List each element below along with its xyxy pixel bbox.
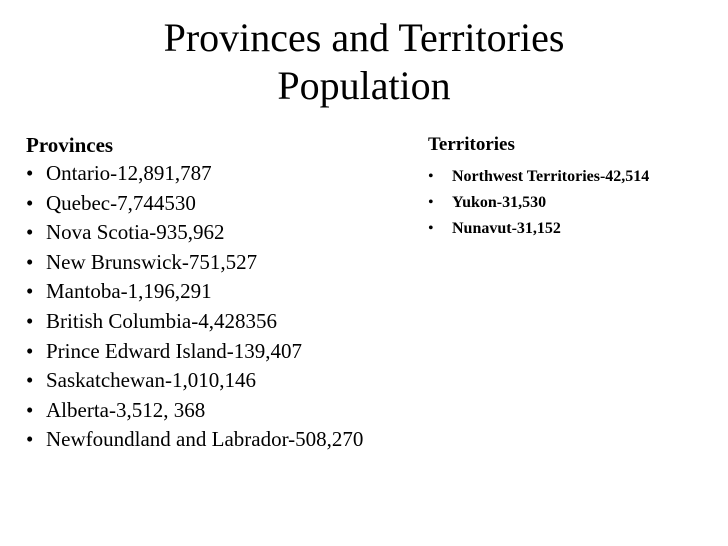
territories-list — [428, 167, 708, 239]
territories-column — [428, 131, 708, 245]
bullet-icon: • — [428, 194, 434, 211]
title-line-1: Provinces and Territories — [163, 15, 565, 60]
list-item — [26, 218, 426, 248]
bullet-icon: • — [26, 279, 34, 304]
territory-entry: Yukon-31,530 — [452, 194, 547, 211]
province-entry: Saskatchewan-1,010,146 — [46, 368, 256, 393]
province-entry: British Columbia-4,428356 — [46, 308, 277, 333]
provinces-heading: Provinces — [26, 133, 114, 157]
province-entry: Newfoundland and Labrador-508,270 — [46, 427, 364, 452]
province-entry: Ontario-12,891,787 — [46, 161, 212, 185]
list-item — [428, 219, 708, 239]
province-entry: Nova Scotia-935,962 — [46, 220, 225, 245]
bullet-icon: • — [26, 161, 34, 185]
list-item — [26, 307, 426, 337]
list-item — [26, 396, 426, 426]
provinces-list — [26, 159, 426, 455]
list-item — [428, 193, 708, 213]
provinces-column — [26, 131, 426, 455]
province-entry: Quebec-7,744530 — [46, 190, 196, 215]
list-item — [26, 159, 426, 189]
province-entry: New Brunswick-751,527 — [46, 249, 258, 274]
title-line-2: Population — [277, 63, 451, 108]
bullet-icon: • — [26, 368, 34, 393]
list-item — [26, 189, 426, 219]
slide-title — [60, 14, 668, 110]
province-entry: Mantoba-1,196,291 — [46, 279, 212, 304]
bullet-icon: • — [26, 397, 34, 422]
bullet-icon: • — [26, 338, 34, 363]
list-item — [26, 366, 426, 396]
territories-heading: Territories — [428, 134, 515, 155]
bullet-icon: • — [428, 168, 434, 185]
list-item — [26, 337, 426, 367]
bullet-icon: • — [26, 220, 34, 245]
bullet-icon: • — [26, 427, 34, 452]
list-item — [428, 167, 708, 187]
territory-entry: Northwest Territories-42,514 — [452, 168, 650, 185]
list-item — [26, 277, 426, 307]
territory-entry: Nunavut-31,152 — [452, 220, 561, 237]
list-item — [26, 248, 426, 278]
bullet-icon: • — [26, 249, 34, 274]
province-entry: Prince Edward Island-139,407 — [46, 338, 303, 363]
list-item — [26, 425, 426, 455]
bullet-icon: • — [26, 308, 34, 333]
bullet-icon: • — [26, 190, 34, 215]
bullet-icon: • — [428, 220, 434, 237]
province-entry: Alberta-3,512, 368 — [46, 397, 206, 422]
